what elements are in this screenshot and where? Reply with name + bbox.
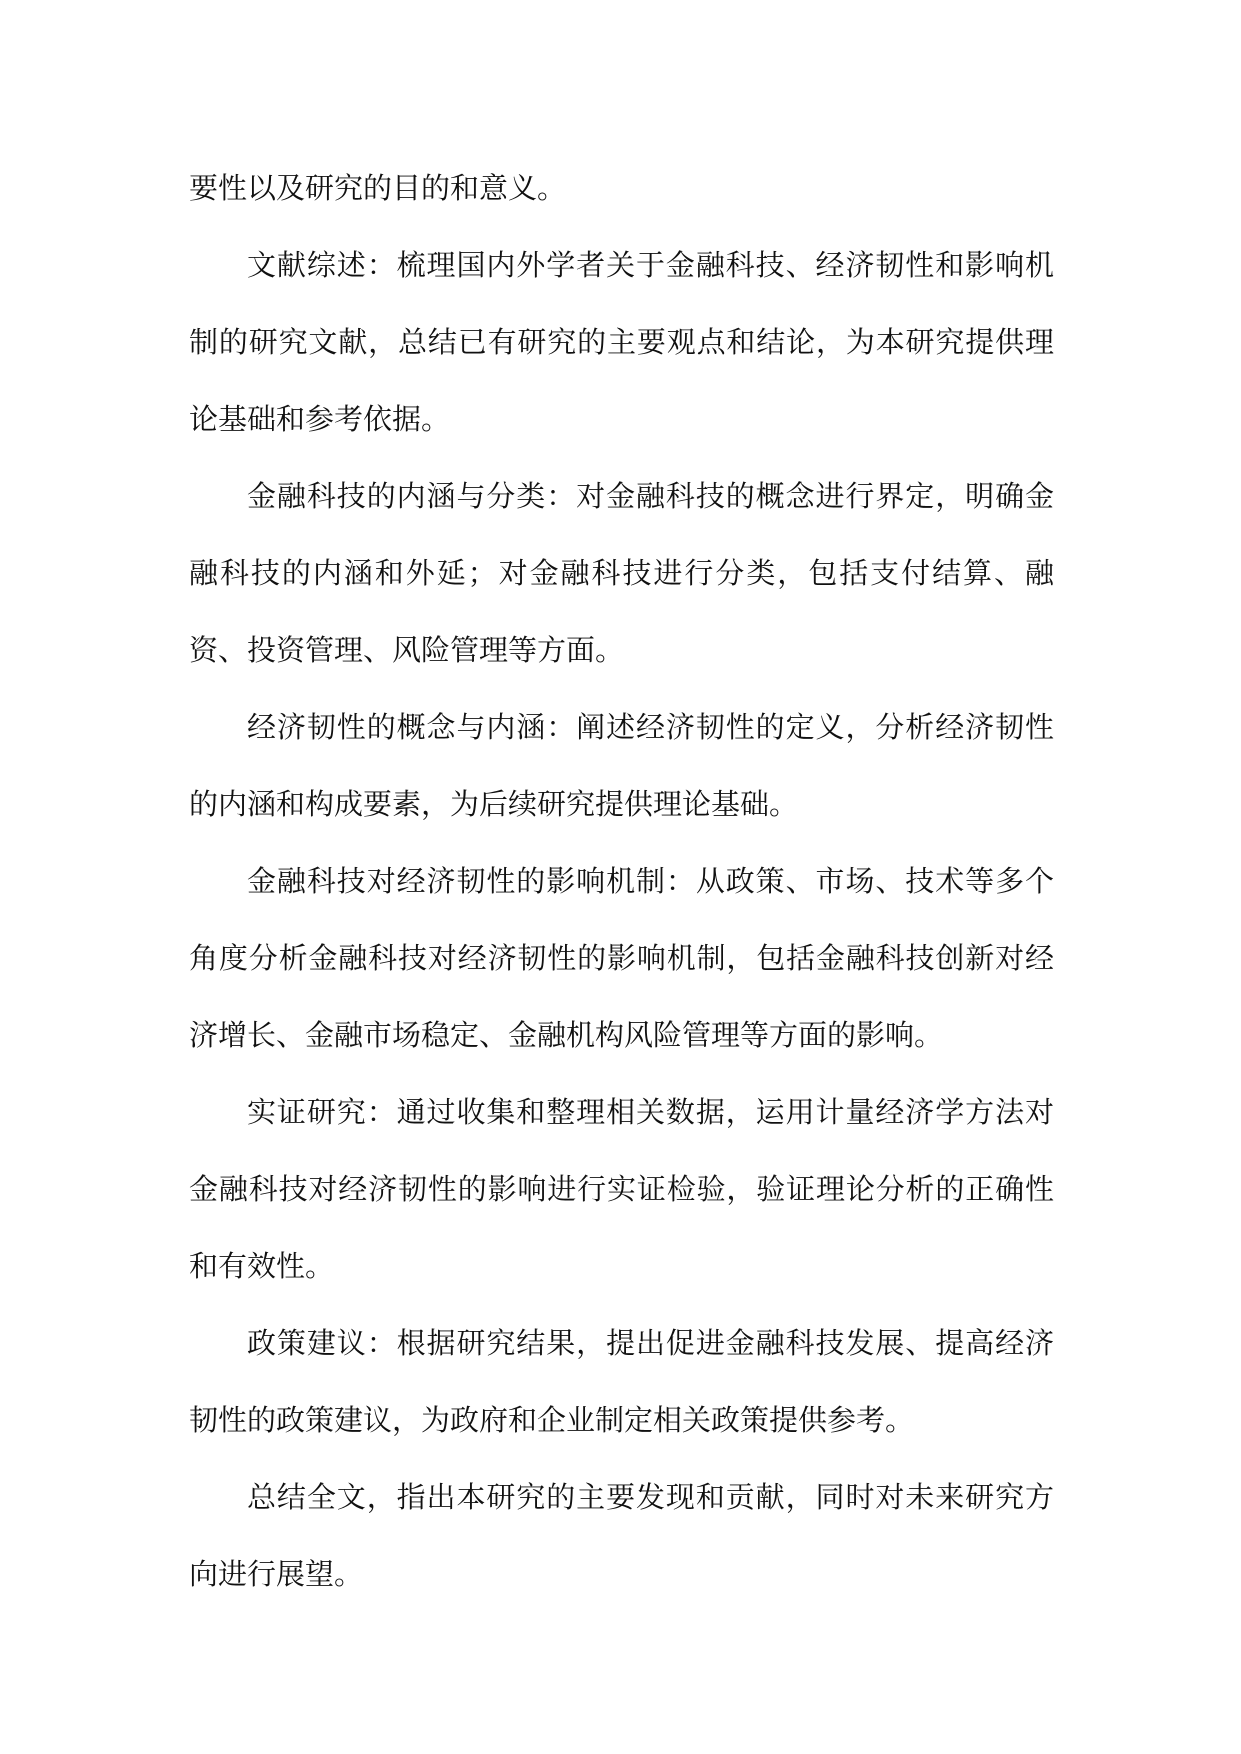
paragraph-conclusion: 总结全文，指出本研究的主要发现和贡献，同时对未来研究方向进行展望。 xyxy=(189,1480,1054,1591)
paragraph-policy-advice: 政策建议：根据研究结果，提出促进金融科技发展、提高经济韧性的政策建议，为政府和企业制定相关政策提供参考。 xyxy=(189,1326,1054,1437)
paragraph-impact-mechanism: 金融科技对经济韧性的影响机制：从政策、市场、技术等多个角度分析金融科技对经济韧性的影响机制，包括金融科技创新对经济增长、金融市场稳定、金融机构风险管理等方面的影响。 xyxy=(189,864,1054,1052)
document-body xyxy=(189,150,1054,1613)
paragraph-resilience-concept: 经济韧性的概念与内涵：阐述经济韧性的定义，分析经济韧性的内涵和构成要素，为后续研究提供理论基础。 xyxy=(189,710,1054,821)
paragraph-literature-review: 文献综述：梳理国内外学者关于金融科技、经济韧性和影响机制的研究文献，总结已有研究的主要观点和结论，为本研究提供理论基础和参考依据。 xyxy=(189,248,1054,436)
paragraph-continuation: 要性以及研究的目的和意义。 xyxy=(189,171,567,205)
paragraph-fintech-definition: 金融科技的内涵与分类：对金融科技的概念进行界定，明确金融科技的内涵和外延；对金融科技进行分类，包括支付结算、融资、投资管理、风险管理等方面。 xyxy=(189,479,1054,667)
paragraph-empirical-study: 实证研究：通过收集和整理相关数据，运用计量经济学方法对金融科技对经济韧性的影响进行实证检验，验证理论分析的正确性和有效性。 xyxy=(189,1095,1054,1283)
